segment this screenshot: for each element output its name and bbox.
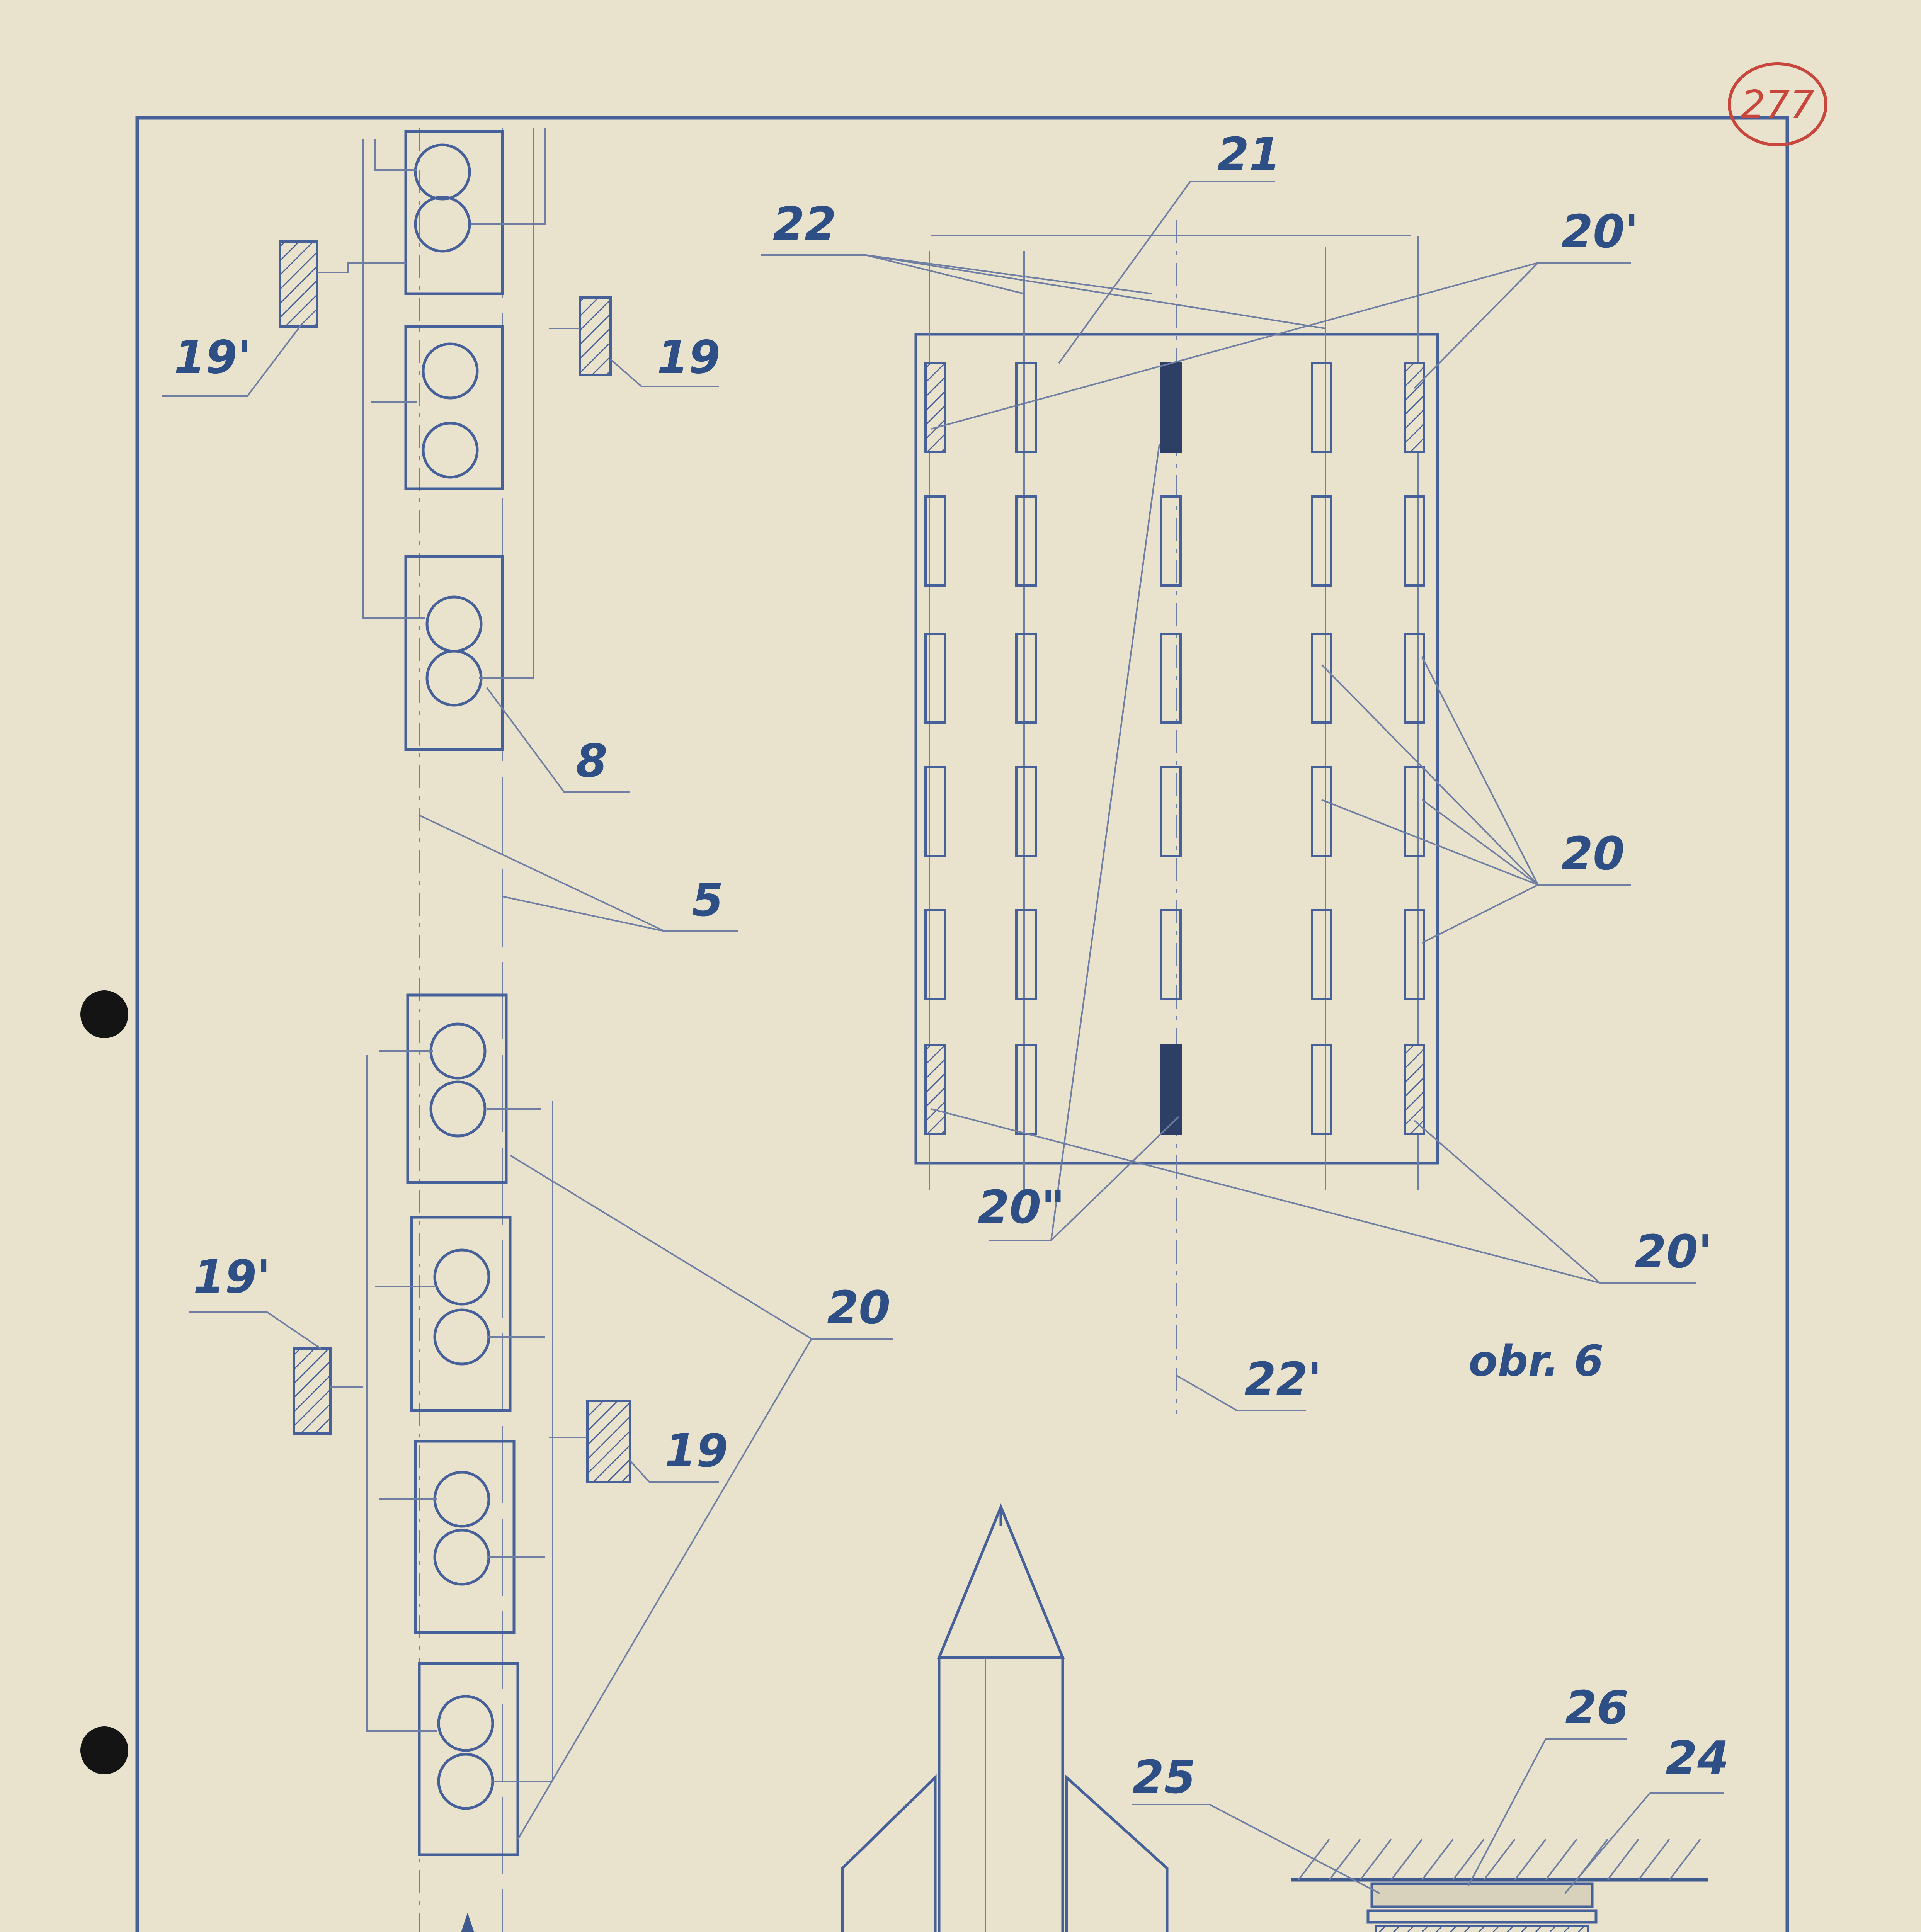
figure-8 — [1105, 1681, 1766, 1932]
label-22: 22 — [773, 197, 837, 250]
figure-5 — [162, 128, 893, 1932]
figure-7 — [781, 1507, 1229, 1932]
label-21: 21 — [1217, 128, 1281, 181]
fig6-slot — [926, 1045, 945, 1134]
label-19-prime-middle: 19' — [193, 1250, 271, 1303]
label-19-prime-upper: 19' — [174, 330, 252, 384]
fig6-slot — [1312, 363, 1331, 452]
label-24: 24 — [1666, 1731, 1729, 1784]
fig6-slots — [926, 363, 1424, 1134]
fig6-slot — [926, 363, 945, 452]
fig6-slot — [1312, 1045, 1331, 1134]
label-22-prime: 22' — [1244, 1352, 1322, 1406]
fig6-slot — [1161, 910, 1181, 999]
fig6-slot — [1405, 910, 1424, 999]
caption-fig6: obr. 6 — [1468, 1336, 1604, 1386]
carriage-group-upper — [280, 128, 611, 750]
label-25: 25 — [1132, 1750, 1196, 1804]
fig6-slot — [926, 767, 945, 856]
fig6-slot — [1161, 363, 1181, 452]
direction-arrow — [456, 1913, 479, 1932]
fig6-slot — [1016, 497, 1036, 585]
label-5-fig5: 5 — [692, 873, 724, 927]
fig6-slot — [1016, 634, 1036, 723]
fig6-slot — [1405, 634, 1424, 723]
fig6-slot — [1161, 767, 1181, 856]
fig6-slot — [1161, 634, 1181, 723]
label-19-upper: 19 — [657, 330, 721, 384]
fig6-slot — [926, 497, 945, 585]
page-number-stamp — [1729, 64, 1826, 145]
fig6-slot — [1016, 363, 1036, 452]
fig6-slot — [926, 634, 945, 723]
page-number: 277 — [1741, 82, 1815, 127]
label-19-middle: 19 — [665, 1424, 728, 1477]
label-8-fig5: 8 — [576, 734, 608, 787]
label-20-prime-bottom: 20' — [1635, 1225, 1712, 1278]
label-20-prime-top: 20' — [1561, 205, 1639, 258]
fig6-slot — [1312, 910, 1331, 999]
fig6-slot — [1312, 497, 1331, 585]
fig6-slot — [1016, 910, 1036, 999]
fig6-slot — [1312, 634, 1331, 723]
fig6-slot — [926, 910, 945, 999]
fig6-slot — [1405, 767, 1424, 856]
drawing-frame — [137, 118, 1787, 1932]
label-20-fig6: 20 — [1561, 827, 1625, 880]
punch-holes — [80, 990, 128, 1774]
fig6-slot — [1312, 767, 1331, 856]
fig6-slot — [1405, 363, 1424, 452]
fig6-slot — [1161, 1045, 1181, 1134]
fig6-slot — [1016, 767, 1036, 856]
fig6-slot — [1405, 497, 1424, 585]
label-20-fig5: 20 — [827, 1281, 891, 1334]
label-26: 26 — [1565, 1681, 1629, 1734]
label-20-double-prime: 20" — [978, 1180, 1065, 1234]
figure-6 — [761, 128, 1712, 1414]
fig6-slot — [1161, 497, 1181, 585]
carriage-group-middle — [294, 995, 630, 1855]
roof-hatching — [1298, 1839, 1700, 1880]
fig6-slot — [1016, 1045, 1036, 1134]
